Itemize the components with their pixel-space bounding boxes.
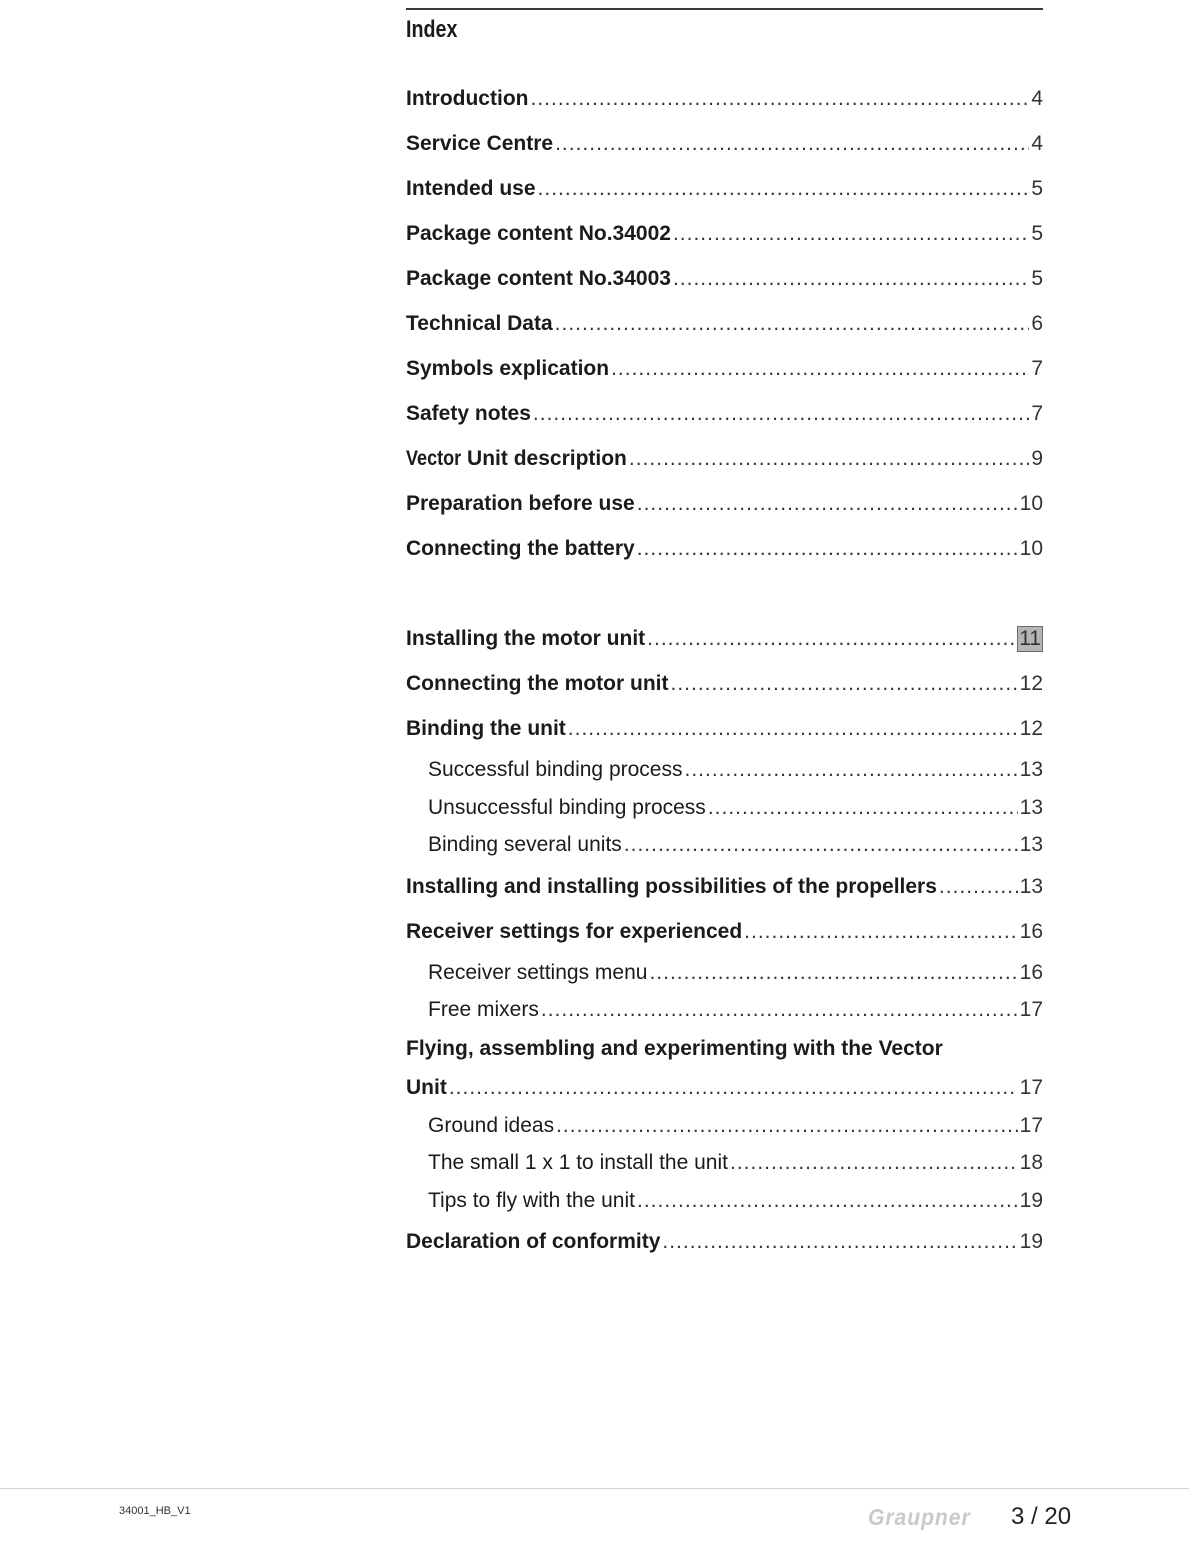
toc-entry-title: Flying, assembling and experimenting with the Vector xyxy=(406,1036,943,1060)
dot-leader xyxy=(555,121,1029,166)
dot-leader xyxy=(629,436,1029,481)
toc-entry-page-highlighted: 11 xyxy=(1019,627,1041,650)
dot-leader xyxy=(538,166,1030,211)
toc-entry-page: 13 xyxy=(1019,758,1043,781)
toc-subentry-ground-ideas[interactable] xyxy=(406,1107,1043,1145)
toc-entry-title: Ground ideas xyxy=(428,1113,555,1137)
table-of-contents xyxy=(406,76,1043,1264)
toc-entry-title: Safety notes xyxy=(406,402,531,425)
toc-entry-page: 13 xyxy=(1019,795,1043,819)
toc-subentry-free-mixers[interactable] xyxy=(406,991,1043,1029)
dot-leader xyxy=(556,1107,1018,1145)
toc-entry-page: 9 xyxy=(1031,447,1043,470)
dot-leader xyxy=(449,1068,1018,1107)
toc-entry-page: 4 xyxy=(1031,132,1043,155)
toc-entry-receiver-settings[interactable] xyxy=(406,909,1043,954)
toc-entry-title: Receiver settings for experienced xyxy=(406,919,743,943)
toc-entry-introduction[interactable] xyxy=(406,76,1043,121)
page-indicator: 3 / 20 xyxy=(1011,1503,1072,1530)
toc-entry-preparation-before-use[interactable] xyxy=(406,481,1043,526)
toc-entry-title-rest: Unit description xyxy=(467,447,627,470)
toc-entry-title: Connecting the motor unit xyxy=(406,672,669,695)
toc-entry-technical-data[interactable] xyxy=(406,301,1043,346)
toc-entry-page: 17 xyxy=(1019,1075,1043,1099)
toc-entry-page: 7 xyxy=(1031,357,1043,380)
dot-leader xyxy=(541,991,1018,1029)
dot-leader xyxy=(637,1182,1018,1220)
toc-entry-page: 12 xyxy=(1019,717,1043,740)
toc-entry-title: Introduction xyxy=(406,87,529,110)
dot-leader xyxy=(533,391,1029,436)
dot-leader xyxy=(530,76,1029,121)
dot-leader xyxy=(568,706,1018,751)
toc-entry-installing-the-motor-unit[interactable] xyxy=(406,616,1043,661)
toc-entry-service-centre[interactable] xyxy=(406,121,1043,166)
toc-entry-package-content-34003[interactable] xyxy=(406,256,1043,301)
toc-entry-flying-assembling-line2[interactable] xyxy=(406,1068,1043,1107)
vector-word: Vector xyxy=(406,447,462,470)
toc-entry-title: Unsuccessful binding process xyxy=(428,795,706,819)
dot-leader xyxy=(939,864,1018,909)
brand-logo: Graupner xyxy=(868,1504,971,1530)
toc-entry-page: 5 xyxy=(1031,222,1043,245)
dot-leader xyxy=(637,481,1018,526)
toc-entry-page: 19 xyxy=(1019,1188,1043,1212)
toc-entry-page: 17 xyxy=(1019,998,1043,1021)
dot-leader xyxy=(624,826,1018,864)
dot-leader xyxy=(684,751,1017,789)
dot-leader xyxy=(670,661,1017,706)
toc-entry-intended-use[interactable] xyxy=(406,166,1043,211)
toc-entry-title: Technical Data xyxy=(406,312,553,335)
toc-entry-title: Declaration of conformity xyxy=(406,1230,661,1253)
dot-leader xyxy=(730,1144,1018,1182)
toc-entry-title: Connecting the battery xyxy=(406,537,635,560)
toc-entry-page: 6 xyxy=(1031,312,1043,335)
toc-entry-flying-assembling-line1[interactable] xyxy=(406,1029,1043,1068)
dot-leader xyxy=(637,526,1018,571)
toc-entry-title: Symbols explication xyxy=(406,357,610,380)
toc-subentry-binding-several-units[interactable] xyxy=(406,826,1043,864)
toc-entry-title: Package content No.34003 xyxy=(406,267,671,290)
toc-entry-connecting-the-motor-unit[interactable] xyxy=(406,661,1043,706)
dot-leader xyxy=(555,301,1030,346)
dot-leader xyxy=(649,954,1017,992)
index-section xyxy=(406,8,1043,1264)
toc-entry-page: 17 xyxy=(1019,1113,1043,1137)
toc-subentry-receiver-settings-menu[interactable] xyxy=(406,954,1043,992)
toc-entry-symbols-explication[interactable] xyxy=(406,346,1043,391)
toc-entry-title: Tips to fly with the unit xyxy=(428,1188,635,1212)
toc-entry-page: 4 xyxy=(1031,87,1043,110)
toc-entry-page: 10 xyxy=(1019,537,1043,560)
toc-entry-title: Intended use xyxy=(406,177,536,200)
dot-leader xyxy=(708,789,1018,827)
toc-entry-page: 16 xyxy=(1019,919,1043,943)
toc-entry-vector-unit-description[interactable] xyxy=(406,436,1043,481)
toc-entry-page: 5 xyxy=(1031,177,1043,200)
toc-subentry-tips-to-fly[interactable] xyxy=(406,1182,1043,1220)
toc-entry-title: Binding the unit xyxy=(406,717,566,740)
dot-leader xyxy=(673,256,1029,301)
toc-entry-title xyxy=(406,436,627,481)
toc-entry-page: 18 xyxy=(1019,1151,1043,1174)
toc-subentry-small-1x1[interactable] xyxy=(406,1144,1043,1182)
toc-entry-title: Free mixers xyxy=(428,998,539,1021)
document-code: 34001_HB_V1 xyxy=(119,1505,191,1517)
dot-leader xyxy=(662,1219,1017,1264)
toc-entry-page: 13 xyxy=(1019,874,1043,898)
toc-entry-title: Unit xyxy=(406,1075,447,1099)
toc-entry-page: 19 xyxy=(1019,1230,1043,1253)
dot-leader xyxy=(611,346,1029,391)
index-heading: Index xyxy=(406,16,458,43)
toc-entry-package-content-34002[interactable] xyxy=(406,211,1043,256)
toc-entry-title: Receiver settings menu xyxy=(428,960,648,984)
toc-entry-title: Preparation before use xyxy=(406,492,635,515)
toc-entry-declaration-of-conformity[interactable] xyxy=(406,1219,1043,1264)
toc-entry-connecting-the-battery[interactable] xyxy=(406,526,1043,571)
toc-entry-binding-the-unit[interactable] xyxy=(406,706,1043,751)
toc-entry-title: Installing and installing possibilities of the propellers xyxy=(406,874,937,898)
dot-leader xyxy=(647,616,1015,661)
toc-subentry-successful-binding[interactable] xyxy=(406,751,1043,789)
toc-entry-page: 12 xyxy=(1019,672,1043,695)
toc-entry-safety-notes[interactable] xyxy=(406,391,1043,436)
dot-leader xyxy=(744,909,1017,954)
toc-entry-page: 7 xyxy=(1031,402,1043,425)
dot-leader xyxy=(673,211,1029,256)
toc-entry-page: 10 xyxy=(1019,492,1043,515)
toc-entry-title: Installing the motor unit xyxy=(406,627,646,650)
toc-entry-title: Successful binding process xyxy=(428,758,683,781)
toc-entry-title: Service Centre xyxy=(406,132,554,155)
toc-entry-title: Package content No.34002 xyxy=(406,222,671,245)
toc-entry-page: 16 xyxy=(1019,960,1043,984)
toc-entry-installing-propellers[interactable] xyxy=(406,864,1043,909)
toc-entry-title: Binding several units xyxy=(428,833,622,856)
toc-subentry-unsuccessful-binding[interactable] xyxy=(406,789,1043,827)
footer-divider xyxy=(0,1488,1189,1489)
top-rule xyxy=(406,8,1043,10)
toc-entry-title: The small 1 x 1 to install the unit xyxy=(428,1151,728,1174)
toc-entry-page: 5 xyxy=(1031,267,1043,290)
toc-entry-page: 13 xyxy=(1019,833,1043,856)
